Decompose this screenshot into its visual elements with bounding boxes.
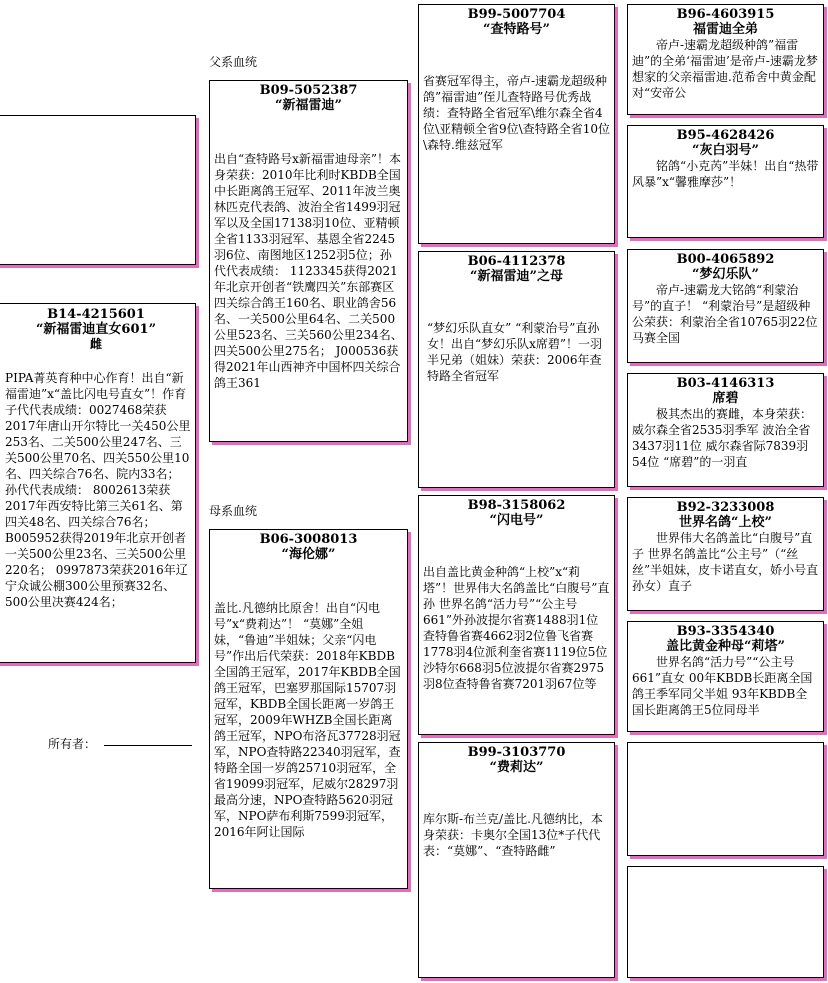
sd-sire-name: “梦幻乐队” bbox=[692, 267, 759, 282]
sd-dam-name: 席碧 bbox=[712, 391, 739, 406]
sire-line-label: 父系血统 bbox=[209, 55, 258, 69]
dd-sire-card bbox=[627, 742, 824, 856]
sire-text: 出自“查特路号x新福雷迪母亲”！本身荣获：2010年比利时KBDB全国中长距离鸽王冠军、2011年波兰奥林匹克代表鸽、波治全省1499羽冠军以及全国17138羽10位、亚精顿全省1133羽冠军、基恩全省2245羽6位、南图地区1252羽5位；孙代代表成绩： 1123345获得2021年北京开创者“铁鹰四关”东部赛区四关综合鸽王160名、职业鸽舍56名、一关500公里64名、二关500公里523名、三关560公里234名、四关500公里275名； J000536获得2021年山西神齐中国杯四关综合鸽王361 bbox=[214, 152, 403, 390]
dam-text: 盖比.凡德纳比原舍！出自“闪电号”x“费莉达”！ “莫娜”全姐妹，“鲁迪”半姐妹；父亲“闪电号”作出后代荣获：2018年KBDB全国鸽王冠军，2017年KBDB全国鸽王冠军，巴塞罗那国际15707羽冠军，KBDB全国长距离一岁鸽王冠军，2009年WHZB全国长距离鸽王冠军，NPO布洛瓦37728羽冠军，NPO查特路22340羽冠军，查特路全国一岁鸽25710羽冠军，全省19099羽冠军，尼威尔28297羽最高分速，NPO查特路5620羽冠军，NPO萨布利斯7599羽冠军，2016年阿让国际 bbox=[214, 601, 401, 839]
ss-sire-text: 帝卢-速霸龙超级种鸽”福雷迪”的全弟‘福雷迪’是帝卢-速霸龙梦想家的父亲福雷迪.范希舍中黄金配对“安帝公 bbox=[632, 38, 818, 100]
dam-dam-id: B99-3103770 bbox=[467, 745, 566, 760]
ds-dam-name: 盖比黄金种母“莉塔” bbox=[666, 639, 785, 654]
ds-sire-name: 世界名鸽“上校” bbox=[679, 515, 772, 530]
sire-sire-text: 省赛冠军得主，帝卢-速霸龙超级种鸽”福雷迪”侄儿查特路号优秀战绩：查特路全省冠军\维尔森全省4位\亚精顿全省9位\查特路全省10位\森特.维兹冠军 bbox=[423, 74, 610, 152]
ss-dam-card bbox=[627, 125, 824, 238]
ds-dam-text: 世界名鸽“活力号”“公主号661”直女 00年KBDB长距离全国鸽王季军同父半姐 93年KBDB全国长距离鸽王5位同母半 bbox=[632, 655, 813, 717]
owner-label: 所有者： bbox=[48, 737, 97, 751]
dam-sire-id: B98-3158062 bbox=[467, 498, 566, 513]
subject-card bbox=[0, 303, 196, 663]
ss-dam-text: 铭鸽“小克芮”半妹！出自“热带风暴”x“馨雅摩莎”！ bbox=[632, 159, 819, 189]
sire-dam-id: B06-4112378 bbox=[467, 254, 566, 269]
sire-card bbox=[209, 80, 408, 442]
dam-dam-name: “费莉达” bbox=[489, 760, 544, 775]
ss-sire-card bbox=[627, 4, 824, 115]
ss-sire-name: 福雷迪全弟 bbox=[692, 22, 758, 37]
sire-dam-text: “梦幻乐队直女” “利蒙治号”直孙女！出自“梦幻乐队x席碧”！一羽半兄弟（姐妹）荣获：2006年查特路全省冠军 bbox=[427, 321, 603, 383]
sd-dam-text: 极其杰出的赛雌，本身荣获：威尔森全省2535羽季军 波治全省3437羽11位 威尔森省际7839羽54位 “席碧”的一羽直 bbox=[632, 407, 813, 469]
sd-sire-text: 帝卢-速霸龙大铭鸽“利蒙治号”的直子！ “利蒙治号”是超级种公荣获：利蒙治全省10765羽22位 马赛全国 bbox=[632, 283, 818, 345]
dam-sire-card bbox=[418, 495, 615, 735]
subject-name: “新福雷迪直女601” bbox=[35, 322, 157, 337]
dam-sire-name: “闪电号” bbox=[489, 513, 544, 528]
ds-dam-card bbox=[627, 621, 824, 732]
ds-sire-card bbox=[627, 497, 824, 611]
sd-sire-id: B00-4065892 bbox=[676, 252, 775, 267]
dam-sire-text: 出自盖比黄金种鸽“上校”x“莉塔”！世界伟大名鸽盖比“白腹号”直孙 世界名鸽“活力号”“公主号661”外孙波提尔省赛1488羽1位查特鲁省赛4662羽2位鲁飞省赛1778羽4位派利奎省赛1119位5位沙特尔668羽5位波提尔省赛2975羽8位查特鲁省赛7201羽67位等 bbox=[423, 565, 610, 691]
sire-dam-card bbox=[418, 251, 615, 488]
photo-box bbox=[0, 115, 196, 265]
dam-dam-text: 库尔斯-布兰克/盖比.凡德纳比，本身荣获：卡奥尔全国13位*子代代表：“莫娜”、“查特路雌” bbox=[423, 812, 603, 858]
ds-sire-id: B92-3233008 bbox=[676, 500, 775, 515]
sd-dam-id: B03-4146313 bbox=[676, 376, 775, 391]
sire-sire-name: “查特路号” bbox=[483, 22, 550, 37]
dd-dam-card bbox=[627, 866, 824, 978]
ds-sire-text: 世界伟大名鸽盖比“白腹号”直子 世界名鸽盖比“公主号”（“丝丝”半姐妹，皮卡诺直女，娇小号直孙女）直子 bbox=[632, 531, 819, 593]
dam-id: B06-3008013 bbox=[259, 532, 358, 547]
dam-name: “海伦娜” bbox=[281, 547, 336, 562]
ss-sire-id: B96-4603915 bbox=[676, 7, 775, 22]
sire-sire-id: B99-5007704 bbox=[467, 7, 566, 22]
subject-text: PIPA菁英育种中心作育！出自“新福雷迪”x“盖比闪电号直女”！作育子代代表成绩：0027468荣获2017年唐山开尔特比一关450公里253名、二关500公里247名、三关500公里70名、四关550公里10名、四关综合76名、院内33名；孙代代表成绩： 8002613荣获2017年西安特比第三关61名、第四关48名、四关综合76名； B005952获得2019年北京开创者一关500公里23名、三关500公里220名； 0997873荣获2016年辽宁众诚公棚300公里预赛32名、500公里决赛424名； bbox=[5, 371, 191, 609]
subject-id: B14-4215601 bbox=[47, 307, 145, 322]
dam-dam-card bbox=[418, 742, 615, 978]
ss-dam-id: B95-4628426 bbox=[676, 128, 775, 143]
sire-id: B09-5052387 bbox=[259, 83, 358, 98]
sire-sire-card bbox=[418, 4, 615, 244]
ds-dam-id: B93-3354340 bbox=[676, 624, 775, 639]
owner-field[interactable] bbox=[104, 745, 192, 746]
dam-card bbox=[209, 529, 408, 889]
sd-dam-card bbox=[627, 373, 824, 487]
sd-sire-card bbox=[627, 249, 824, 363]
subject-sex: 雌 bbox=[89, 337, 102, 351]
dam-line-label: 母系血统 bbox=[209, 504, 258, 518]
sire-dam-name: “新福雷迪”之母 bbox=[470, 269, 563, 284]
sire-name: “新福雷迪” bbox=[275, 98, 342, 113]
ss-dam-name: “灰白羽号” bbox=[692, 143, 759, 158]
